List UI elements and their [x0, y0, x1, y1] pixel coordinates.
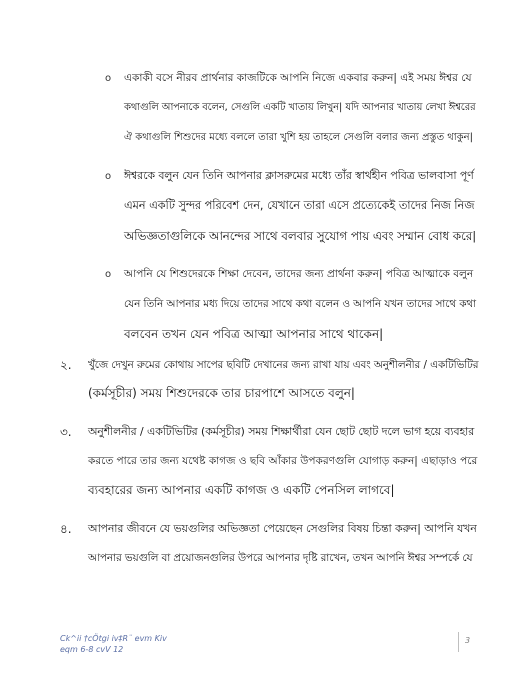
item-number-3: ৩.: [60, 425, 72, 439]
bullet-2-line-3: অভিজ্ঞতাগুলিকে আনন্দের সাথে বলবার সুযোগ পায় এবং সম্মান বোধ করে|: [124, 229, 477, 243]
item-number-2: ২.: [60, 358, 72, 372]
bullet-2-line-1: ঈশ্বরকে বলুন যেন তিনি আপনার ক্লাসরুমের মধ্যে তাঁর স্বার্থহীন পবিত্র ভালবাসা পূর্ণ: [124, 169, 474, 182]
item-2-line-1: খুঁজে দেখুন রুমের কোথায় সাপের ছবিটি দেখানের জন্য রাখা যায় এবং অনুশীলনীর / একটিভিটির: [88, 359, 479, 371]
item-3-line-2: করতে পারে তার জন্য যথেষ্ট কাগজ ও ছবি আঁকার উপকরণগুলি যোগাড় করুন| এছাড়াও পরে: [88, 455, 478, 467]
bullet-3-line-3: বলবেন তখন যেন পবিত্র আত্মা আপনার সাথে থাকেন|: [124, 327, 384, 341]
bullet-3-line-1: আপনি যে শিশুদেরকে শিক্ষা দেবেন, তাদের জন্য প্রার্থনা করুন| পবিত্র আত্মাকে বলুন: [124, 268, 474, 280]
item-4-line-1: আপনার জীবনে যে ভয়গুলির অভিজ্ঞতা পেয়েছেন সেগুলির বিষয় চিন্তা করুন| আপনি যখন: [88, 522, 477, 535]
page-number: 3: [465, 636, 471, 645]
bullet-1-line-3: ঐ কথাগুলি শিশুদের মধ্যে বললে তারা খুশি হয় তাহলে সেগুলি বলার জন্য প্রস্তুত থাকুন|: [124, 132, 473, 143]
footer-subtitle: eqm 6-8 cvV 12: [60, 645, 124, 654]
bullet-marker-3: o: [105, 269, 112, 280]
bullet-2-line-2: এমন একটি সুন্দর পরিবেশ দেন, যেখানে তারা এসে প্রত্যেকেই তাদের নিজ নিজ: [124, 199, 475, 212]
item-4-line-2: আপনার ভয়গুলি বা প্রয়োজনগুলির উপরে আপনার দৃষ্টি রাখেন, তখন আপনি ঈশ্বর সম্পর্কে যে: [88, 552, 473, 564]
bullet-1-line-1: একাকী বসে নীরব প্রার্থনার কাজটিকে আপনি নিজে একবার করুন| এই সময় ঈশ্বর যে: [124, 72, 472, 84]
bullet-3-line-2: যেন তিনি আপনার মধ্য দিয়ে তাদের সাথে কথা বলেন ও আপনি যখন তাদের সাথে কথা: [124, 298, 477, 310]
bullet-marker-1: o: [105, 73, 112, 84]
footer-title: Ck^ii †cÖtgi iv‡R¨ evm Kiv: [60, 634, 167, 643]
item-number-4: ৪.: [60, 522, 72, 536]
item-2-line-2: (কর্মসূচীর) সময় শিশুদেরকে তার চারপাশে আসতে বলুন|: [88, 386, 355, 400]
bullet-marker-2: o: [105, 171, 112, 182]
footer-divider: [458, 632, 459, 652]
item-3-line-3: ব্যবহারের জন্য আপনার একটি কাগজ ও একটি পেনসিল লাগবে|: [88, 483, 395, 497]
item-3-line-1: অনুশীলনীর / একটিভিটির (কর্মসূচীর) সময় শিক্ষার্থীরা যেন ছোট ছোট দলে ভাগ হয়ে ব্যবহার: [88, 425, 475, 438]
bullet-1-line-2: কথাগুলি আপনাকে বলেন, সেগুলি একটি খাতায় লিখুন| যদি আপনার খাতায় লেখা ঈশ্বরের: [124, 102, 476, 113]
